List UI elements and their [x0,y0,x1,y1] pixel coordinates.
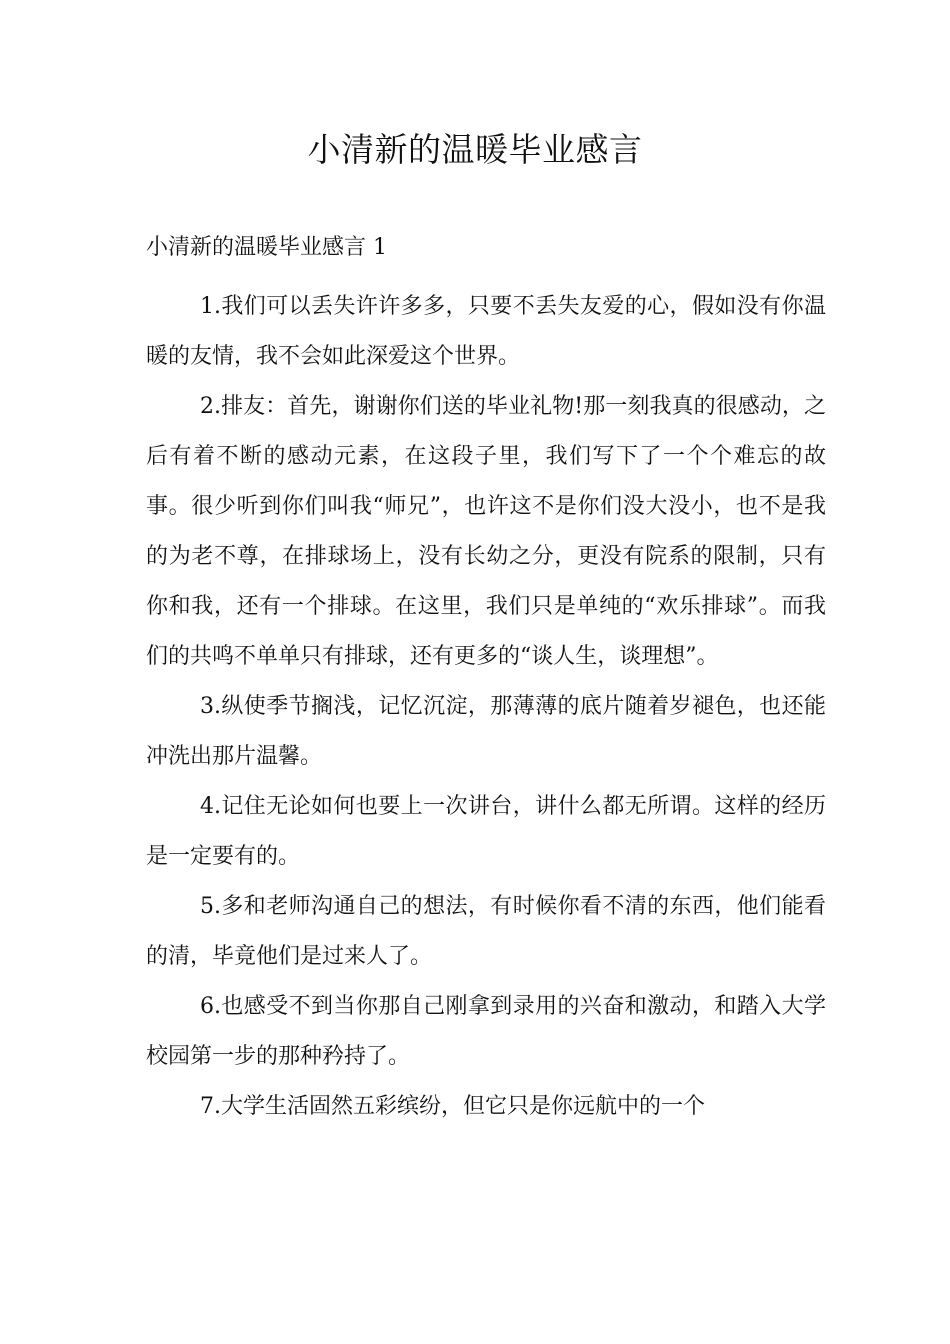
paragraph-1: 1.我们可以丢失许许多多，只要不丢失友爱的心，假如没有你温暖的友情，我不会如此深爱这个世界。 [146,294,826,369]
paragraph-5: 5.多和老师沟通自己的想法，有时候你看不清的东西，他们能看的清，毕竟他们是过来人了。 [146,894,826,969]
document-title: 小清新的温暖毕业感言 [307,130,643,169]
paragraph-7: 7.大学生活固然五彩缤纷，但它只是你远航中的一个 [200,1094,705,1119]
paragraph-6: 6.也感受不到当你那自己刚拿到录用的兴奋和激动，和踏入大学校园第一步的那种矜持了。 [146,994,826,1069]
paragraph-2: 2.排友：首先，谢谢你们送的毕业礼物!那一刻我真的很感动，之后有着不断的感动元素，在这段子里，我们写下了一个个难忘的故事。很少听到你们叫我“师兄”，也许这不是你们没大没小，也不是我的为老不尊，在排球场上，没有长幼之分，更没有院系的限制，只有你和我，还有一个排球。在这里，我们只是单纯的“欢乐排球”。而我们的共鸣不单单只有排球，还有更多的“谈人生，谈理想”。 [146,394,826,669]
paragraph-4: 4.记住无论如何也要上一次讲台，讲什么都无所谓。这样的经历是一定要有的。 [146,794,826,869]
section-heading: 小清新的温暖毕业感言 1 [146,235,387,260]
document-body [146,282,826,1132]
paragraph-3: 3.纵使季节搁浅，记忆沉淀，那薄薄的底片随着岁褪色，也还能冲洗出那片温馨。 [146,694,826,769]
